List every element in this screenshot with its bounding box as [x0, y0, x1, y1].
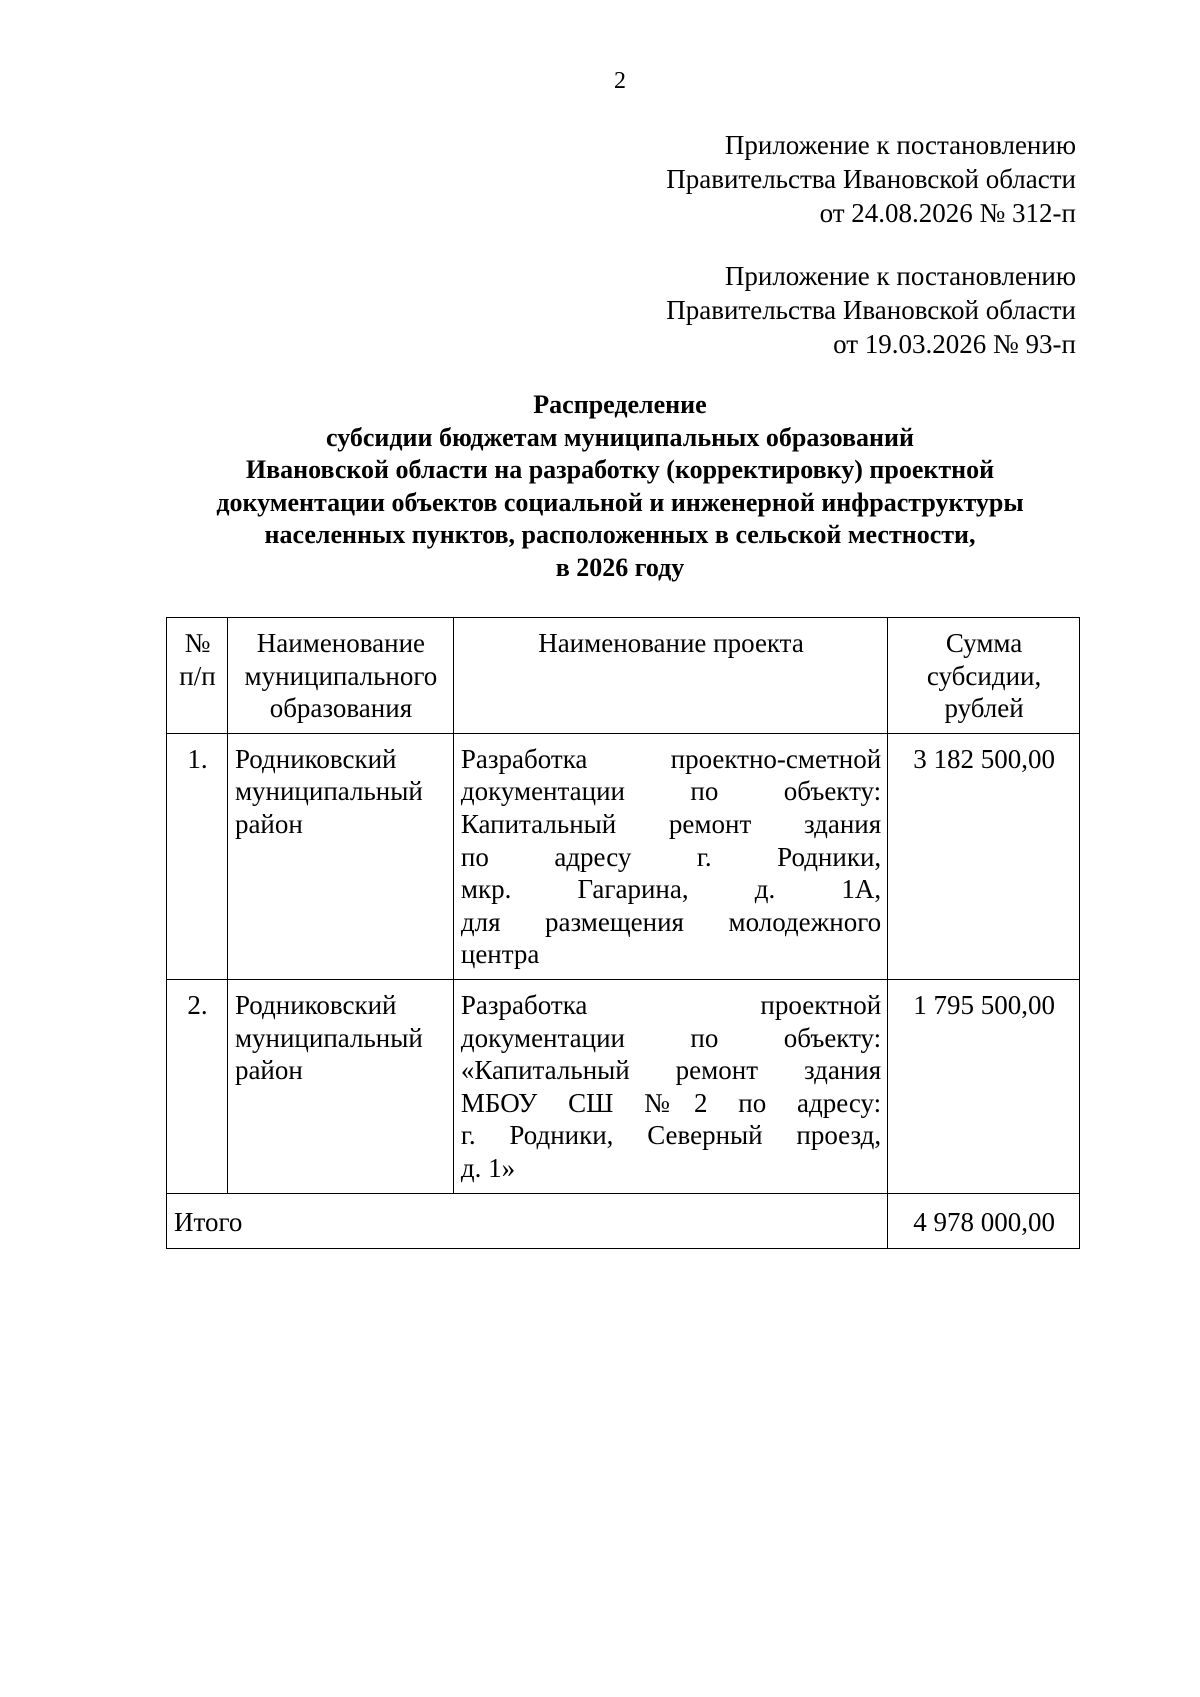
municipality-line: Родниковский — [234, 743, 397, 774]
project-line: центра — [460, 939, 540, 970]
row-number: 1. — [167, 733, 228, 979]
project-line: д. 1» — [460, 1152, 516, 1183]
header-municipality-line-2: муниципального — [244, 660, 438, 691]
header-municipality — [227, 618, 453, 734]
table-row — [167, 979, 1080, 1193]
municipality-line: район — [234, 1055, 303, 1086]
municipality-line: муниципальный — [234, 1022, 423, 1053]
municipality-line: Родниковский — [234, 989, 397, 1020]
project-line: документации по объекту: — [460, 776, 882, 807]
header-amount — [888, 618, 1080, 734]
project-line: для размещения молодежного — [460, 906, 882, 937]
total-label: Итого — [167, 1193, 888, 1249]
row-municipality — [227, 733, 453, 979]
table-row — [167, 733, 1080, 979]
row-municipality — [227, 979, 453, 1193]
project-line: Разработка проектной — [460, 989, 882, 1020]
title-line-4: документации объектов социальной и инженерной инфраструктуры — [216, 487, 1024, 517]
total-row — [167, 1193, 1080, 1249]
appendix-original-line-2: Правительства Ивановской области — [666, 295, 1076, 325]
municipality-line: район — [234, 808, 303, 839]
appendix-current-line-1: Приложение к постановлению — [724, 130, 1076, 160]
title-line-6: в 2026 году — [555, 552, 685, 582]
project-line: Разработка проектно-сметной — [460, 743, 882, 774]
appendix-current-line-2: Правительства Ивановской области — [666, 164, 1076, 194]
title-line-1: Распределение — [533, 390, 707, 419]
table-header-row — [167, 618, 1080, 734]
row-amount: 3 182 500,00 — [888, 733, 1080, 979]
title-line-5: населенных пунктов, расположенных в сельской местности, — [264, 520, 976, 549]
project-line: Капитальный ремонт здания — [460, 808, 882, 839]
project-line: «Капитальный ремонт здания — [460, 1055, 882, 1086]
header-number — [167, 618, 228, 734]
project-line: по адресу г. Родники, — [460, 841, 882, 872]
appendix-current-heading — [666, 128, 1076, 230]
appendix-current-line-3: от 24.08.2026 № 312-п — [819, 198, 1076, 228]
project-line: мкр. Гагарина, д. 1А, — [460, 874, 882, 905]
title-line-3: Ивановской области на разработку (корректировку) проектной — [245, 455, 995, 484]
project-line: документации по объекту: — [460, 1022, 882, 1053]
page-number: 2 — [614, 68, 626, 94]
project-line: г. Родники, Северный проезд, — [460, 1120, 882, 1151]
appendix-original-line-3: от 19.03.2026 № 93-п — [833, 329, 1076, 359]
row-project — [453, 733, 887, 979]
project-line: МБОУ СШ №2 по адресу: — [460, 1087, 882, 1118]
total-amount: 4 978 000,00 — [888, 1193, 1080, 1249]
header-amount-line-3: рублей — [944, 693, 1024, 724]
appendix-original-line-1: Приложение к постановлению — [724, 261, 1076, 291]
subsidy-distribution-table — [166, 617, 1080, 1249]
appendix-original-heading — [666, 259, 1076, 361]
header-project: Наименование проекта — [453, 618, 887, 734]
row-number: 2. — [167, 979, 228, 1193]
row-amount: 1 795 500,00 — [888, 979, 1080, 1193]
document-title — [0, 389, 1200, 584]
title-line-2: субсидии бюджетам муниципальных образований — [326, 422, 914, 452]
municipality-line: муниципальный — [234, 776, 423, 807]
header-number-line-1: № — [184, 628, 211, 658]
row-project — [453, 979, 887, 1193]
header-municipality-line-1: Наименование — [256, 628, 426, 658]
header-amount-line-1: Сумма — [945, 628, 1023, 658]
header-number-line-2: п/п — [179, 660, 216, 691]
header-amount-line-2: субсидии, — [926, 660, 1042, 691]
header-municipality-line-3: образования — [269, 693, 413, 724]
